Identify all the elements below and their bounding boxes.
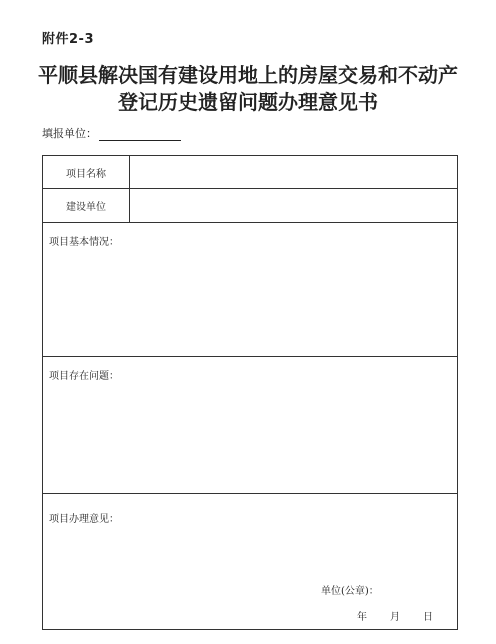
seal-label: 单位(公章)： bbox=[321, 586, 379, 597]
attachment-number: 附件2-3 bbox=[42, 32, 94, 47]
construction-unit-label: 建设单位 bbox=[43, 189, 130, 222]
issues-label: 项目存在问题： bbox=[49, 371, 119, 382]
row-project-name bbox=[43, 156, 457, 189]
row-opinion[interactable] bbox=[43, 494, 457, 629]
row-issues[interactable] bbox=[43, 357, 457, 494]
title-line-1: 平顺县解决国有建设用地上的房屋交易和不动产 bbox=[38, 63, 458, 87]
row-construction-unit bbox=[43, 189, 457, 223]
date-year: 年 bbox=[357, 612, 367, 623]
date-day: 日 bbox=[423, 612, 433, 623]
filler-unit-blank[interactable] bbox=[99, 128, 181, 141]
filler-unit-field bbox=[42, 125, 181, 141]
opinion-form-table bbox=[42, 155, 458, 630]
project-name-label: 项目名称 bbox=[43, 156, 130, 188]
project-name-cell[interactable] bbox=[130, 156, 457, 188]
date-month: 月 bbox=[390, 612, 400, 623]
basic-info-label: 项目基本情况： bbox=[49, 237, 119, 248]
filler-unit-label: 填报单位： bbox=[42, 127, 97, 140]
row-basic-info[interactable] bbox=[43, 223, 457, 357]
document-title bbox=[0, 62, 496, 116]
construction-unit-cell[interactable] bbox=[130, 189, 457, 222]
opinion-label: 项目办理意见： bbox=[49, 514, 119, 525]
title-line-2: 登记历史遗留问题办理意见书 bbox=[118, 90, 378, 114]
